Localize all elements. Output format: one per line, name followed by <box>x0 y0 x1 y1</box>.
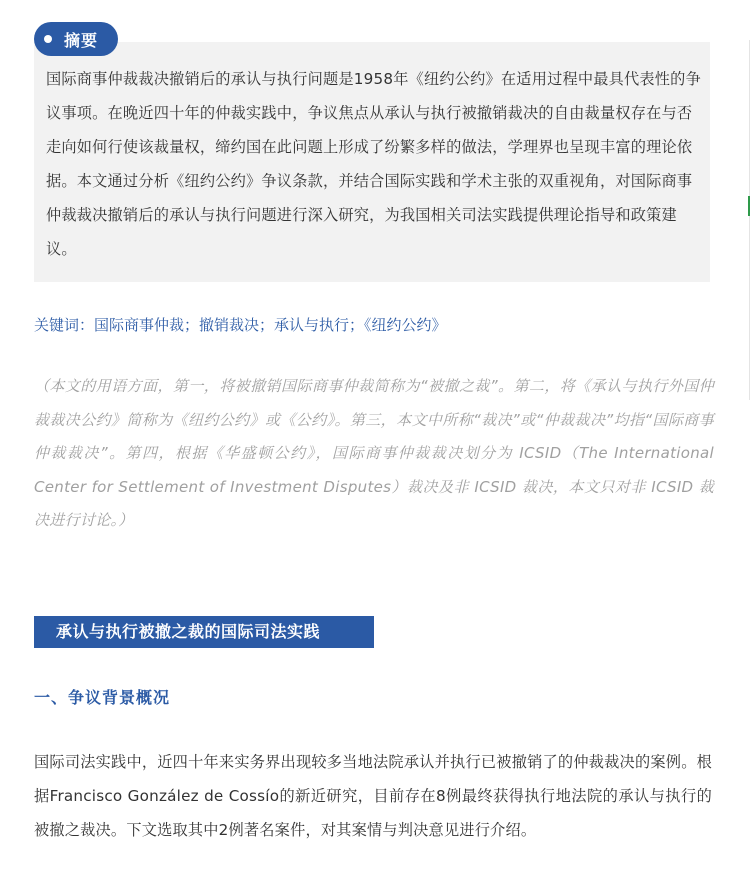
subsection-heading: 一、争议背景概况 <box>34 688 171 707</box>
abstract-badge <box>34 22 118 56</box>
section-title: 承认与执行被撤之裁的国际司法实践 <box>34 616 374 648</box>
terminology-note: （本文的用语方面，第一，将被撤销国际商事仲裁简称为“被撤之裁”。第二，将《承认与执行外国仲裁裁决公约》简称为《纽约公约》或《公约》。第三，本文中所称“裁决”或“仲裁裁决”均指“国际商事仲裁裁决”。第四，根据《华盛顿公约》，国际商事仲裁裁决划分为 ICSID（The International Center for Settlement of Investment Disputes）裁决及非 ICSID 裁决，本文只对非 ICSID 裁决进行讨论。） <box>34 377 714 529</box>
bullet-dot-icon <box>44 35 52 43</box>
body-paragraph: 国际司法实践中，近四十年来实务界出现较多当地法院承认并执行已被撤销了的仲裁裁决的案例。根据Francisco González de Cossío的新近研究，目前存在8例最终获得执行地法院的承认与执行的被撤之裁决。下文选取其中2例著名案件，对其案情与判决意见进行介绍。 <box>34 753 712 839</box>
keywords-line: 关键词：国际商事仲裁；撤销裁决；承认与执行；《纽约公约》 <box>34 316 447 334</box>
abstract-text: 国际商事仲裁裁决撤销后的承认与执行问题是1958年《纽约公约》在适用过程中最具代表性的争议事项。在晚近四十年的仲裁实践中，争议焦点从承认与执行被撤销裁决的自由裁量权存在与否走向如何行使该裁量权，缔约国在此问题上形成了纷繁多样的做法，学理界也呈现丰富的理论依据。本文通过分析《纽约公约》争议条款，并结合国际实践和学术主张的双重视角，对国际商事仲裁裁决撤销后的承认与执行问题进行深入研究，为我国相关司法实践提供理论指导和政策建议。 <box>46 70 701 258</box>
abstract-badge-label: 摘要 <box>64 30 99 50</box>
